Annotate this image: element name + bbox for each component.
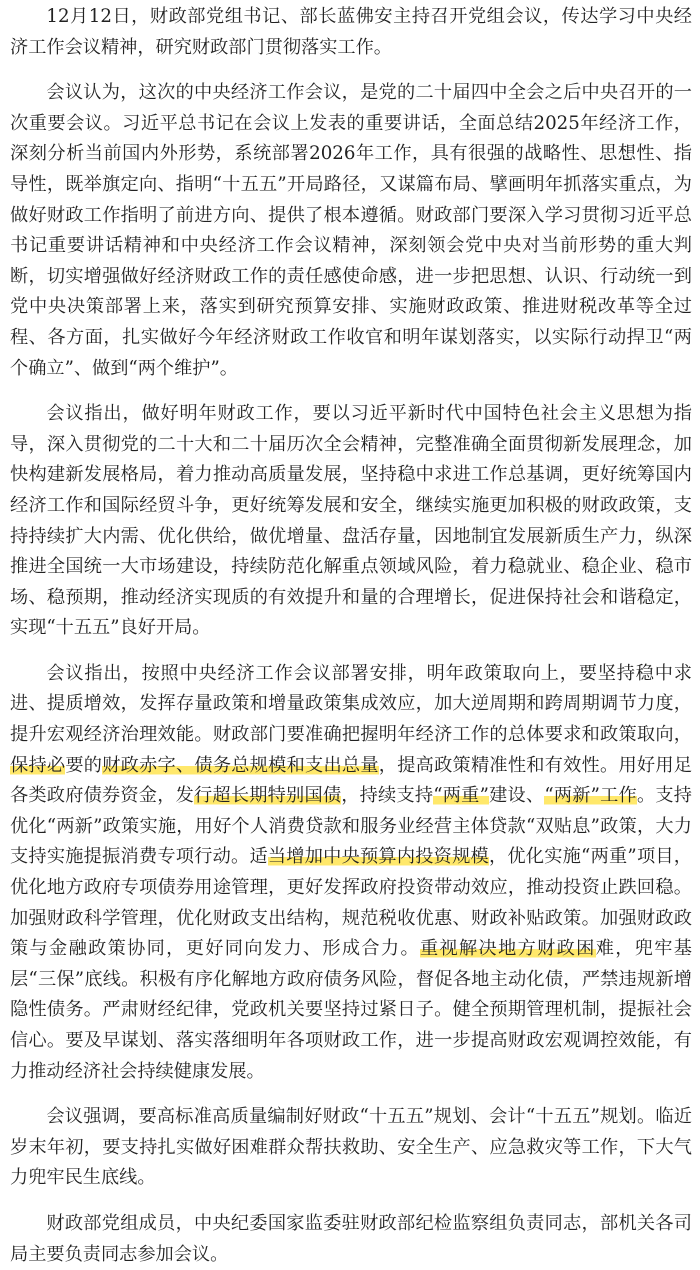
paragraph-2 [10,78,692,384]
paragraph-4-text: 。支持优化“两新”政策实施，用好个人消费贷款和服务业经营主体贷款“双贴息”政策，大力支持实施提振消费专项行动。适 [10,785,692,868]
highlighted-text: 保持必 [10,754,66,776]
paragraph-4-text: ，持续支持 [341,785,434,807]
paragraph-5-text: 会议强调，要高标准高质量编制好财政“十五五”规划、会计“十五五”规划。临近岁末年初，要支持扎实做好困难群众帮扶救助、安全生产、应急救灾等工作，下大气力兜牢民生底线。 [10,1106,692,1189]
paragraph-4-text: ，提高政策精准性和有效性。用好用足各类政府债券资金，发 [10,754,692,807]
paragraph-6 [10,1209,692,1270]
paragraph-1 [10,2,692,63]
paragraph-3 [10,399,692,644]
paragraph-4-text: 要的 [65,754,103,776]
highlighted-text: 重视解决地方财政困 [419,938,596,960]
paragraph-4-text: 会议指出，按照中央经济工作会议部署安排，明年政策取向上，要坚持稳中求进、提质增效，发挥存量政策和增量政策集成效应，加大逆周期和跨周期调节力度，提升宏观经济治理效能。财政部门要准确把握明年经济工作的总体要求和政策取向， [10,662,692,746]
paragraph-3-text: 会议指出，做好明年财政工作，要以习近平新时代中国特色社会主义思想为指导，深入贯彻党的二十大和二十届历次全会精神，完整准确全面贯彻新发展理念，加快构建新发展格局，着力推动高质量发展，坚持稳中求进工作总基调，更好统筹国内经济工作和国际经贸斗争，更好统筹发展和安全，继续实施更加积极的财政政策，支持持续扩大内需、优化供给，做优增量、盘活存量，因地制宜发展新质生产力，纵深推进全国统一大市场建设，持续防范化解重点领域风险，着力稳就业、稳企业、稳市场、稳预期，推动经济实现质的有效提升和量的合理增长，促进保持社会和谐稳定，实现“十五五”良好开局。 [10,403,692,639]
paragraph-5 [10,1102,692,1194]
paragraph-4 [10,659,692,1087]
highlighted-text: “两重” [433,785,489,807]
highlighted-text: “两新”工作 [544,785,637,807]
paragraph-1-text: 12月12日，财政部党组书记、部长蓝佛安主持召开党组会议，传达学习中央经济工作会议精神，研究财政部门贯彻落实工作。 [10,6,692,58]
paragraph-6-text: 财政部党组成员，中央纪委国家监委驻财政部纪检监察组负责同志，部机关各司局主要负责同志参加会议。 [10,1212,692,1265]
paragraph-4-text: ，优化实施“两重”项目，优化地方政府专项债券用途管理，更好发挥政府投资带动效应，推动投资止跌回稳。加强财政科学管理，优化财政支出结构，规范税收优惠、财政补贴政策。加强财政政策与金融政策协同，更好同向发力、形成合力。 [10,846,692,960]
highlighted-text: 当增加中央预算内投资规模 [267,846,489,868]
paragraph-4-text: 建设、 [488,785,545,807]
paragraph-2-text: 会议认为，这次的中央经济工作会议，是党的二十届四中全会之后中央召开的一次重要会议。习近平总书记在会议上发表的重要讲话，全面总结2025年经济工作，深刻分析当前国内外形势，系统部署2026年工作，具有很强的战略性、思想性、指导性，既举旗定向、指明“十五五”开局路径，又谋篇布局、擘画明年抓落实重点，为做好财政工作指明了前进方向、提供了根本遵循。财政部门要深入学习贯彻习近平总书记重要讲话精神和中央经济工作会议精神，深刻领会党中央对当前形势的重大判断，切实增强做好经济财政工作的责任感使命感，进一步把思想、认识、行动统一到党中央决策部署上来，落实到研究预算安排、实施财政政策、推进财税改革等全过程、各方面，扎实做好今年经济财政工作收官和明年谋划落实，以实际行动捍卫“两个确立”、做到“两个维护”。 [10,82,692,379]
paragraph-4-text: 难，兜牢基层“三保”底线。积极有序化解地方政府债务风险，督促各地主动化债，严禁违规新增隐性债务。严肃财经纪律，党政机关要坚持过紧日子。健全预期管理机制，提振社会信心。要及早谋划、落实落细明年各项财政工作，进一步提高财政宏观调控效能，有力推动经济社会持续健康发展。 [10,938,692,1082]
highlighted-text: 财政赤字、债务总规模和支出总量 [102,754,379,776]
highlighted-text: 行超长期特别国债 [194,785,342,807]
